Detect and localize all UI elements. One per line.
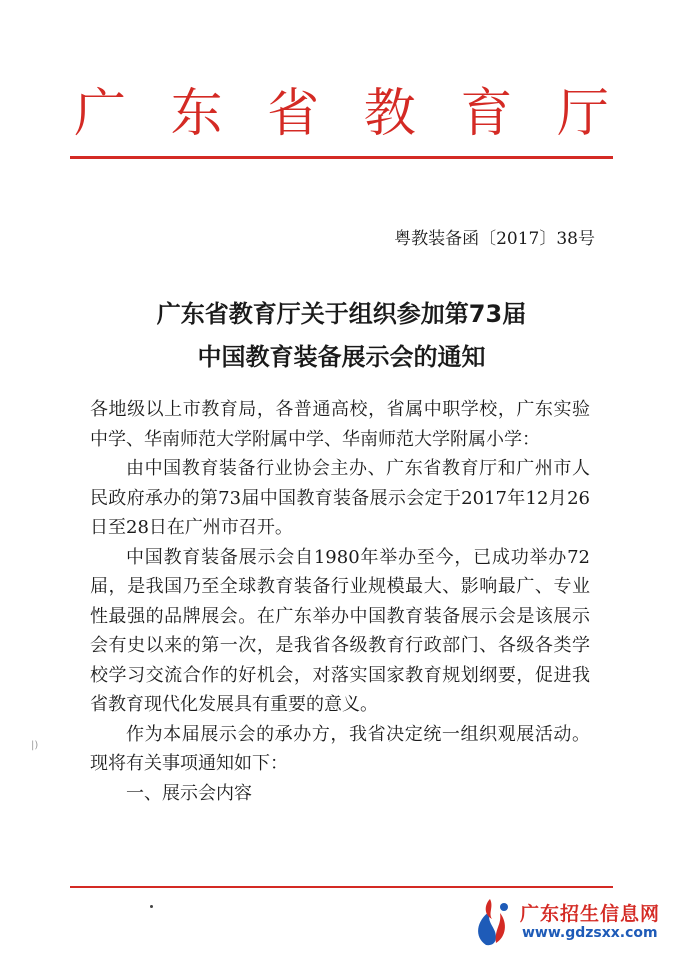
scan-speck <box>150 905 153 908</box>
binding-mark: |) <box>31 740 39 751</box>
header-char: 东 <box>170 84 223 144</box>
header-char: 广 <box>73 84 126 144</box>
header-char: 省 <box>267 84 320 144</box>
paragraph: 中国教育装备展示会自1980年举办至今，已成功举办72届，是我国乃至全球教育装备行业规模最大、影响最广、专业性最强的品牌展会。在广东举办中国教育装备展示会是该展示会有史以来的第一次，是我省各级教育行政部门、各级各类学校学习交流合作的好机会，对落实国家教育规划纲要，促进我省教育现代化发展具有重要的意义。 <box>90 546 590 715</box>
header-char: 育 <box>460 84 513 144</box>
document-title-line-1: 广东省教育厅关于组织参加第73届 <box>156 300 527 328</box>
paragraph: 作为本届展示会的承办方，我省决定统一组织观展活动。现将有关事项通知如下： <box>90 723 590 774</box>
header-char: 厅 <box>556 84 609 144</box>
watermark-logo-icon <box>466 893 522 949</box>
section-heading: 一、展示会内容 <box>126 782 252 804</box>
document-number: 粤教装备函〔2017〕38号 <box>394 229 595 249</box>
paragraph: 由中国教育装备行业协会主办、广东省教育厅和广州市人民政府承办的第73届中国教育装备展示会定于2017年12月26日至28日在广州市召开。 <box>90 458 590 538</box>
site-watermark <box>466 893 676 953</box>
header-char: 教 <box>363 84 416 144</box>
issuer-header <box>70 84 613 144</box>
header-red-rule <box>70 156 613 159</box>
document-body <box>90 395 590 808</box>
watermark-url: www.gdzsxx.com <box>522 925 658 941</box>
footer-red-rule <box>70 886 613 888</box>
watermark-site-name: 广东招生信息网 <box>520 903 661 925</box>
addressee: 各地级以上市教育局，各普通高校，省属中职学校，广东实验中学、华南师范大学附属中学、华南师范大学附属小学： <box>90 399 590 450</box>
document-title-line-2: 中国教育装备展示会的通知 <box>197 343 486 371</box>
